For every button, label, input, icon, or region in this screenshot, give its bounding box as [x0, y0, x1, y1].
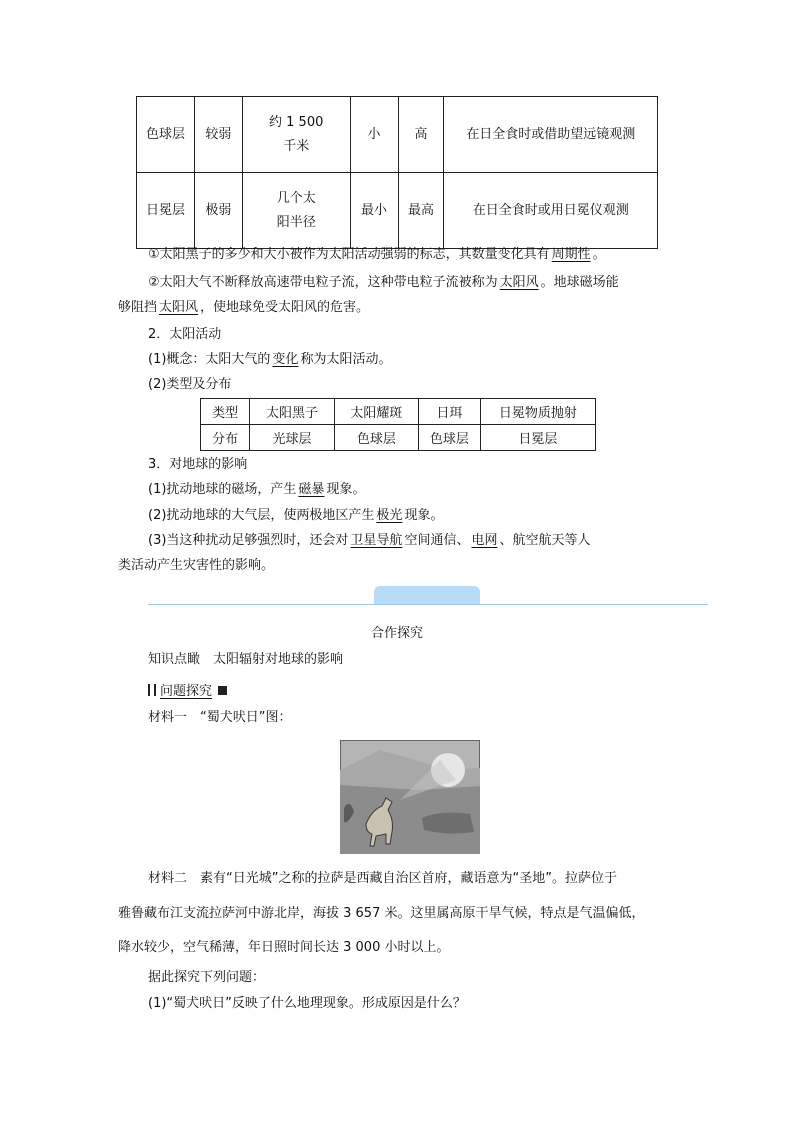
material-two-line: 降水较少，空气稀薄，年日照时间长达 3 000 小时以上。: [118, 940, 450, 955]
section-divider: [148, 604, 708, 605]
note-solar-wind-cont: 够阻挡 太阳风 ，使地球免受太阳风的危害。: [118, 300, 370, 315]
observation-cell: 在日全食时或借助望远镜观测: [444, 97, 658, 173]
bar-icon: [148, 684, 150, 696]
table-row: [137, 173, 658, 249]
square-icon: [218, 686, 227, 695]
answer-blank: 电网: [471, 533, 498, 548]
answer-blank: 磁暴: [298, 482, 325, 497]
table-row: [201, 399, 596, 425]
answer-blank: 周期性: [551, 247, 591, 262]
section-heading: 合作探究: [370, 626, 423, 641]
note-sunspot: ①太阳黑子的多少和大小被作为太阳活动强弱的标志，其数量变化具有 周期性 。: [148, 247, 606, 262]
impact-line: (1)扰动地球的磁场，产生 磁暴 现象。: [148, 482, 366, 497]
section-banner-tab: [374, 586, 480, 605]
question-label: 问题探究: [160, 684, 213, 699]
impact-line: (3)当这种扰动足够强烈时，还会对 卫星导航 空间通信、 电网 、航空航天等人: [148, 533, 591, 548]
table-cell: 色球层: [419, 425, 481, 451]
brightness-cell: 较弱: [194, 97, 242, 173]
layer-cell: 色球层: [137, 97, 195, 173]
answer-blank: 太阳风: [499, 275, 539, 290]
question-header: [148, 680, 227, 699]
table-row: [201, 425, 596, 451]
density-cell: 最小: [350, 173, 398, 249]
layer-cell: 日冕层: [137, 173, 195, 249]
question-one: (1)“蜀犬吠日”反映了什么地理现象。形成原因是什么？: [148, 996, 466, 1011]
impact-line: (2)扰动地球的大气层，使两极地区产生 极光 现象。: [148, 508, 444, 523]
table-cell: 类型: [201, 399, 250, 425]
table-cell: 日珥: [419, 399, 481, 425]
knowledge-point: 知识点瞰 太阳辐射对地球的影响: [148, 652, 344, 667]
answer-blank: 极光: [376, 508, 403, 523]
prompt-line: 据此探究下列问题：: [148, 970, 266, 985]
table-cell: 日冕物质抛射: [480, 399, 595, 425]
table-row: [137, 97, 658, 173]
density-cell: 小: [350, 97, 398, 173]
material-two-line: 雅鲁藏布江支流拉萨河中游北岸，海拔 3 657 米。这里属高原干旱气候，特点是气温偏低，: [118, 906, 645, 921]
answer-blank: 太阳风: [159, 300, 199, 315]
table-cell: 光球层: [250, 425, 334, 451]
temperature-cell: 最高: [398, 173, 444, 249]
table-cell: 太阳黑子: [250, 399, 334, 425]
section-title: 3．对地球的影响: [148, 457, 248, 472]
table-cell: 分布: [201, 425, 250, 451]
observation-cell: 在日全食时或用日冕仪观测: [444, 173, 658, 249]
table-cell: 色球层: [334, 425, 418, 451]
section-title: 2．太阳活动: [148, 327, 222, 342]
table-cell: 日冕层: [480, 425, 595, 451]
answer-blank: 变化: [272, 352, 299, 367]
impact-line-cont: 类活动产生灾害性的影响。: [118, 558, 275, 573]
concept-line: (1)概念：太阳大气的 变化 称为太阳活动。: [148, 352, 392, 367]
dog-barking-at-sun-image: [340, 740, 480, 854]
types-label: (2)类型及分布: [148, 377, 232, 392]
thickness-cell: 约 1 500 千米: [242, 97, 350, 173]
answer-blank: 卫星导航: [350, 533, 403, 548]
temperature-cell: 高: [398, 97, 444, 173]
material-two-line: 材料二 素有“日光城”之称的拉萨是西藏自治区首府，藏语意为“圣地”。拉萨位于: [148, 871, 617, 886]
thickness-cell: 几个太 阳半径: [242, 173, 350, 249]
solar-activity-table: [200, 398, 596, 451]
bar-icon: [154, 684, 156, 696]
material-one: 材料一 “蜀犬吠日”图：: [148, 710, 292, 725]
table-cell: 太阳耀斑: [334, 399, 418, 425]
note-solar-wind: ②太阳大气不断释放高速带电粒子流，这种带电粒子流被称为 太阳风 。地球磁场能: [148, 275, 619, 290]
solar-atmosphere-table: [136, 96, 658, 249]
brightness-cell: 极弱: [194, 173, 242, 249]
